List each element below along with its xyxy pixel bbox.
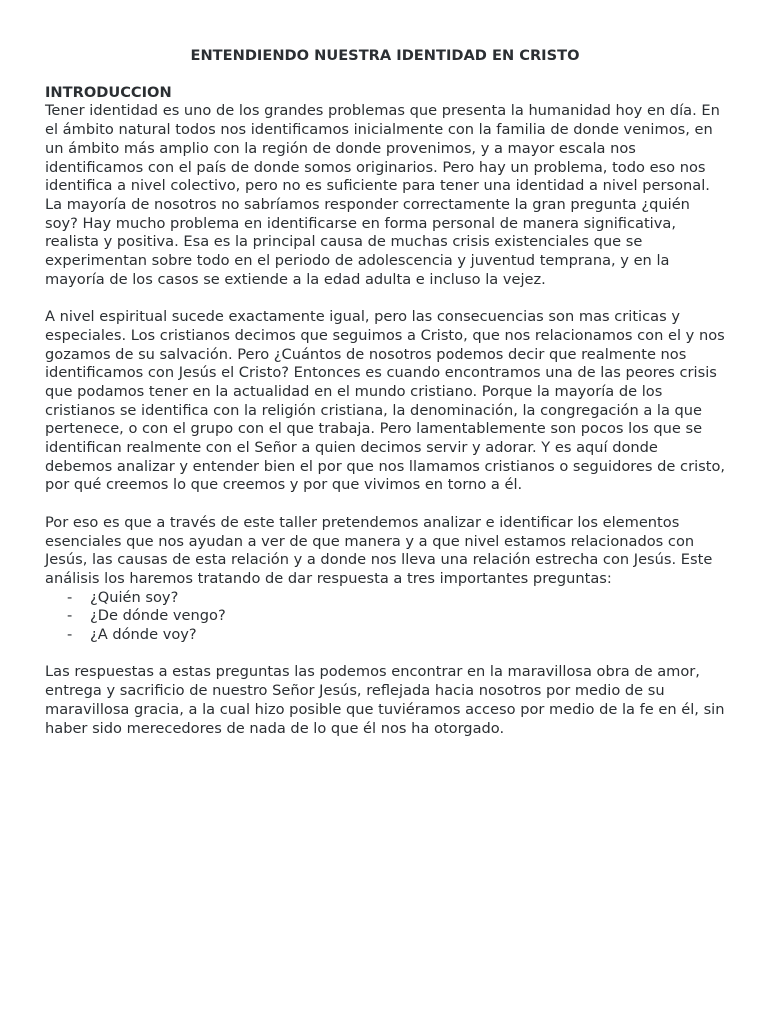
document-title: ENTENDIENDO NUESTRA IDENTIDAD EN CRISTO <box>190 47 580 64</box>
paragraph-1: Tener identidad es uno de los grandes problemas que presenta la humanidad hoy en día. En el ámbito natural todos nos identificamos inicialmente con la familia de donde venimos, en un ámbito más amplio con la región de donde provenimos, y a mayor escala nos identificamos con el país de donde somos originarios. Pero hay un problema, todo eso nos identifica a nivel colectivo, pero no es suficiente para tener una identidad a nivel personal. La mayoría de nosotros no sabríamos responder correctamente la gran pregunta ¿quién soy? Hay mucho problema en identificarse en forma personal de manera significativa, realista y positiva. Esa es la principal causa de muchas crisis existenciales que se experimentan sobre todo en el periodo de adolescencia y juventud temprana, y en la mayoría de los casos se extiende a la edad adulta e incluso la vejez. <box>45 102 720 288</box>
section-heading-introduccion: INTRODUCCION <box>45 83 172 101</box>
paragraph-2: A nivel espiritual sucede exactamente igual, pero las consecuencias son mas criticas y especiales. Los cristianos decimos que seguimos a Cristo, que nos relacionamos con el y nos gozamos de su salvación. Pero ¿Cuántos de nosotros podemos decir que realmente nos identificamos con Jesús el Cristo? Entonces es cuando encontramos una de las peores crisis que podamos tener en la actualidad en el mundo cristiano. Porque la mayoría de los cristianos se identifica con la religión cristiana, la denominación, la congregación a la que pertenece, o con el grupo con el que trabaja. Pero lamentablemente son pocos los que se identifican realmente con el Señor a quien decimos servir y adorar. Y es aquí donde debemos analizar y entender bien el por que nos llamamos cristianos o seguidores de cristo, por qué creemos lo que creemos y por que vivimos en torno a él. <box>45 308 726 494</box>
question-text: ¿Quién soy? <box>90 588 179 606</box>
paragraph-4: Las respuestas a estas preguntas las podemos encontrar en la maravillosa obra de amor, entrega y sacrificio de nuestro Señor Jesús, reflejada hacia nosotros por medio de su maravillosa gracia, a la cual hizo posible que tuviéramos acceso por medio de la fe en él, sin haber sido merecedores de nada de lo que él nos ha otorgado. <box>45 663 725 737</box>
bullet-dash: - <box>67 607 73 625</box>
list-item <box>45 607 725 626</box>
document-page <box>45 47 725 757</box>
bullet-dash: - <box>67 626 73 644</box>
list-item <box>45 626 725 645</box>
question-text: ¿A dónde voy? <box>90 626 197 644</box>
bullet-dash: - <box>67 588 73 606</box>
paragraph-3: Por eso es que a través de este taller pretendemos analizar e identificar los elementos esenciales que nos ayudan a ver de que manera y a que nivel estamos relacionados con Jesús, las causas de esta relación y a donde nos lleva una relación estrecha con Jesús. Este análisis los haremos tratando de dar respuesta a tres importantes preguntas: <box>45 513 713 587</box>
question-text: ¿De dónde vengo? <box>90 607 226 625</box>
list-item <box>45 589 725 608</box>
questions-list <box>45 589 725 645</box>
